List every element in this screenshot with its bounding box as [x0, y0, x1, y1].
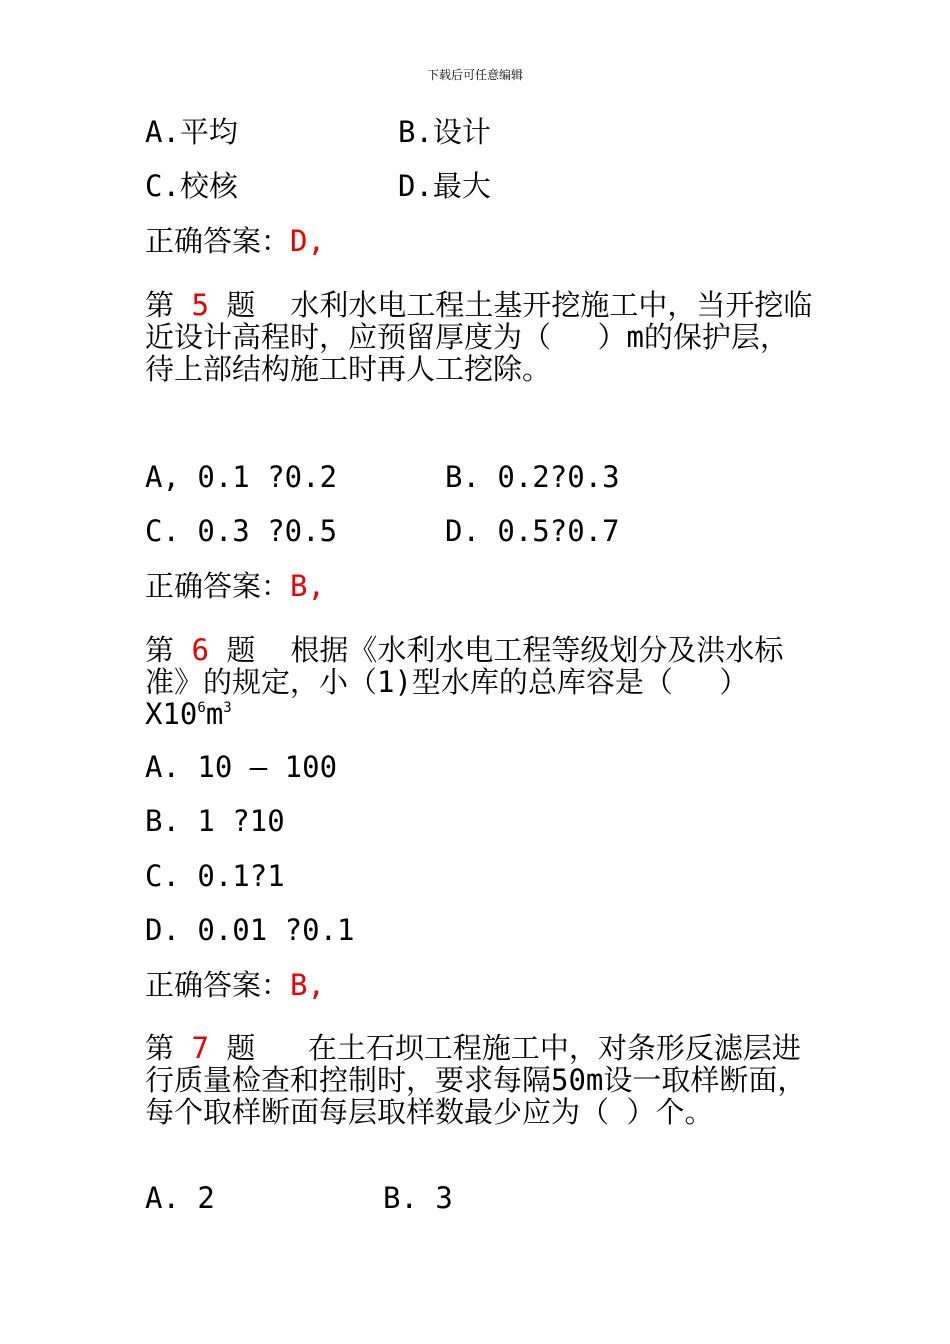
answer-label: 正确答案： [145, 569, 291, 603]
question-prefix: 第 [145, 633, 175, 667]
option-c: C.校核 [145, 169, 238, 203]
answer-label: 正确答案： [145, 968, 291, 1002]
option-d: D. 0.01 ?0.1 [145, 913, 355, 947]
option-a: A. 2 [145, 1181, 215, 1215]
option-c: C. 0.3 ?0.5 [145, 514, 338, 548]
question-text: 水利水电工程土基开挖施工中，当开挖临近设计高程时，应预留厚度为（ ）m的保护层， 待上部结构施工时再人工挖除。 [145, 288, 813, 386]
option-b: B. 1 ?10 [145, 804, 285, 838]
question-number: 7 [191, 1031, 209, 1065]
option-a: A, 0.1 ?0.2 [145, 460, 338, 494]
question-suffix: 题 [226, 1031, 256, 1065]
option-d: D.最大 [398, 169, 491, 203]
question-number: 6 [191, 633, 209, 667]
answer-line [145, 969, 325, 1001]
answer-value: B, [290, 968, 325, 1002]
unit: m [205, 697, 224, 731]
unit-exponent: 3 [223, 700, 232, 716]
question-number: 5 [191, 288, 209, 322]
option-b: B. 0.2?0.3 [445, 460, 620, 494]
question-7 [145, 1031, 821, 1129]
page-header: 下载后可任意编辑 [426, 68, 523, 82]
question-6 [145, 634, 815, 730]
question-5 [145, 289, 815, 385]
option-b: B.设计 [398, 115, 491, 149]
question-suffix: 题 [226, 288, 256, 322]
option-d: D. 0.5?0.7 [445, 514, 620, 548]
question-text: 在土石坝工程施工中，对条形反滤层进行质量检查和控制时，要求每隔50m设一取样断面， 每个取样断面每层取样数最少应为（ ）个。 [145, 1031, 821, 1129]
question-text: 根据《水利水电工程等级划分及洪水标准》的规定，小（1)型水库的总库容是（ ）X10 [145, 633, 784, 731]
question-prefix: 第 [145, 1031, 175, 1065]
option-a: A.平均 [145, 115, 238, 149]
answer-value: D, [290, 224, 325, 258]
exponent: 6 [197, 700, 206, 716]
question-prefix: 第 [145, 288, 175, 322]
answer-line [145, 570, 325, 602]
option-a: A. 10 — 100 [145, 750, 338, 784]
option-c: C. 0.1?1 [145, 859, 285, 893]
answer-label: 正确答案： [145, 224, 291, 258]
answer-line [145, 225, 325, 257]
option-b: B. 3 [383, 1181, 453, 1215]
question-suffix: 题 [226, 633, 256, 667]
answer-value: B, [290, 569, 325, 603]
